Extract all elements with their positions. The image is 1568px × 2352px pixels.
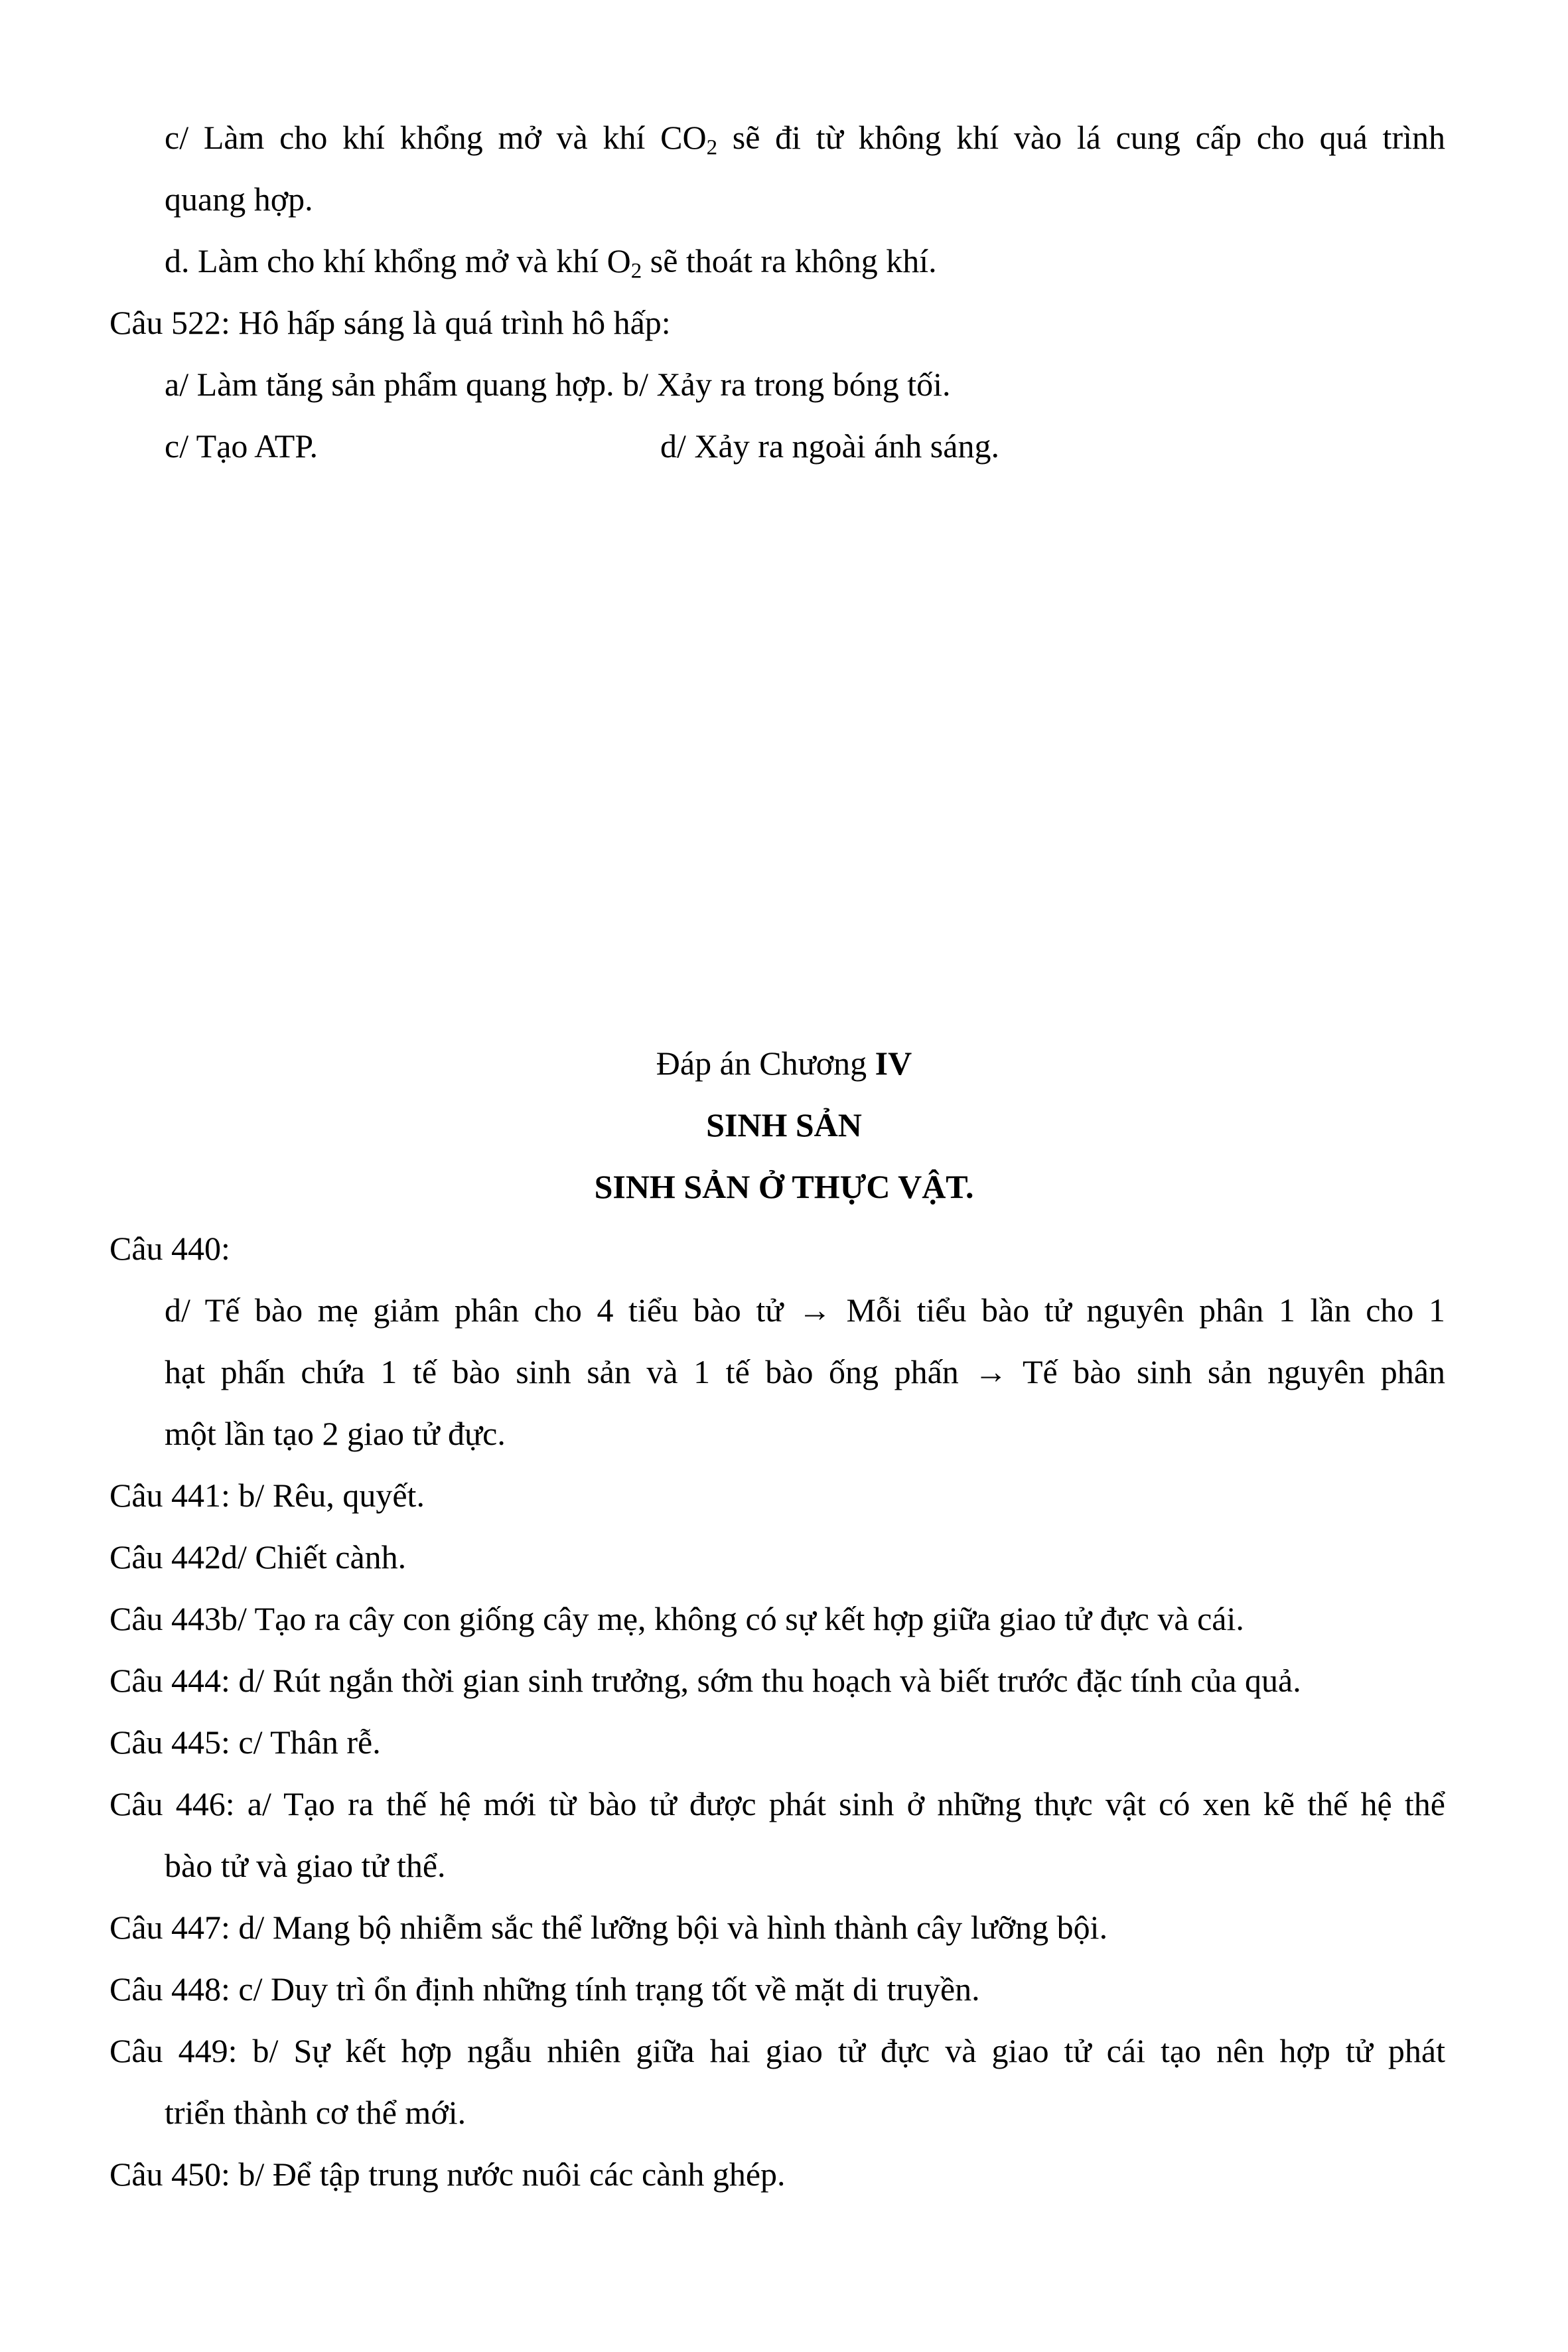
answer-440-label: Câu 440: bbox=[109, 1230, 230, 1267]
option-c-continuation: quang hợp. bbox=[165, 181, 313, 218]
answer-440-line-2: hạt phấn chứa 1 tế bào sinh sản và 1 tế bào ống phấn → Tế bào sinh sản nguyên phân bbox=[165, 1353, 1445, 1390]
answer-446-line-1: Câu 446: a/ Tạo ra thế hệ mới từ bào tử được phát sinh ở những thực vật có xen kẽ thế hệ thể bbox=[109, 1785, 1445, 1822]
answer-449-line-2: triển thành cơ thể mới. bbox=[165, 2094, 466, 2131]
subscript-2: 2 bbox=[706, 135, 718, 160]
question-522: Câu 522: Hô hấp sáng là quá trình hô hấp: bbox=[109, 304, 671, 341]
section-title: SINH SẢN bbox=[706, 1106, 862, 1143]
answer-448: Câu 448: c/ Duy trì ổn định những tính trạng tốt về mặt di truyền. bbox=[109, 1970, 980, 2008]
question-522-option-a-b: a/ Làm tăng sản phẩm quang hợp. b/ Xảy ra trong bóng tối. bbox=[165, 366, 951, 403]
option-d-text: d. Làm cho khí khổng mở và khí $O_2$ sẽ thoát ra không khí. bbox=[165, 242, 937, 283]
answer-449-line-1: Câu 449: b/ Sự kết hợp ngẫu nhiên giữa hai giao tử đực và giao tử cái tạo nên hợp tử phát bbox=[109, 2032, 1445, 2069]
question-522-option-c: c/ Tạo ATP. bbox=[165, 427, 319, 465]
answer-key-heading: Đáp án Chương IV bbox=[656, 1045, 912, 1082]
answer-446-line-2: bào tử và giao tử thể. bbox=[165, 1847, 446, 1884]
chapter-number: IV bbox=[875, 1045, 912, 1082]
answer-443: Câu 443b/ Tạo ra cây con giống cây mẹ, không có sự kết hợp giữa giao tử đực và cái. bbox=[109, 1600, 1244, 1637]
answer-444: Câu 444: d/ Rút ngắn thời gian sinh trưởng, sớm thu hoạch và biết trước đặc tính của quả. bbox=[109, 1662, 1301, 1699]
option-c-text: c/ Làm cho khí khổng mở và khí $CO_2$ sẽ đi từ không khí vào lá cung cấp cho quá trình bbox=[165, 119, 1445, 160]
answer-445: Câu 445: c/ Thân rễ. bbox=[109, 1724, 381, 1761]
subsection-title: SINH SẢN Ở THỰC VẬT. bbox=[594, 1168, 974, 1205]
question-522-option-d: d/ Xảy ra ngoài ánh sáng. bbox=[660, 427, 999, 465]
answer-440-line-1: d/ Tế bào mẹ giảm phân cho 4 tiểu bào tử → Mỗi tiểu bào tử nguyên phân 1 lần cho 1 bbox=[165, 1291, 1445, 1329]
answer-447: Câu 447: d/ Mang bộ nhiễm sắc thể lưỡng bội và hình thành cây lưỡng bội. bbox=[109, 1909, 1108, 1946]
subscript-2: 2 bbox=[630, 259, 642, 283]
answer-441: Câu 441: b/ Rêu, quyết. bbox=[109, 1477, 425, 1514]
answer-442: Câu 442d/ Chiết cành. bbox=[109, 1538, 407, 1576]
answer-440-line-3: một lần tạo 2 giao tử đực. bbox=[165, 1415, 506, 1452]
answer-450: Câu 450: b/ Để tập trung nước nuôi các cành ghép. bbox=[109, 2156, 786, 2193]
